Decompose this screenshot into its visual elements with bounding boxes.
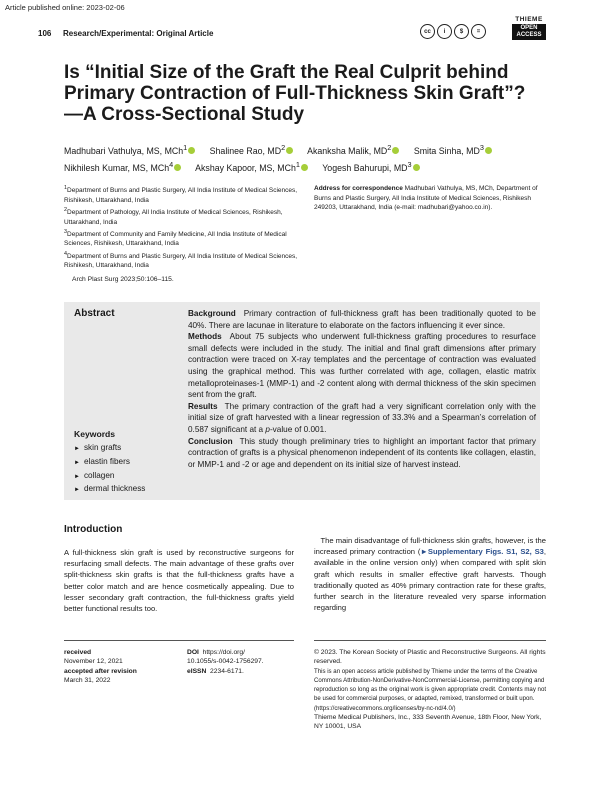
footer-divider-right [314, 640, 546, 641]
accepted-label: accepted after revision [64, 667, 137, 675]
introduction-heading: Introduction [64, 524, 123, 535]
keywords-heading: Keywords [74, 429, 116, 439]
author: Shalinee Rao, $MD^2$ [210, 146, 293, 156]
copyright: © 2023. The Korean Society of Plastic and Reconstructive Surgeons. All rights reserved. [314, 649, 546, 666]
correspondence-address [314, 184, 554, 213]
author: Akanksha Malik, $MD^2$ [307, 146, 399, 156]
methods-label: Methods [188, 332, 222, 342]
background-label: Background [188, 309, 236, 318]
conclusion-text: This study though preliminary tries to highlight an important factor that primary contraction of grafts is a physical phenomenon independent of its contents like collagen, elastin, or MMP-1 and -2 or age and dependent on its initial size of harvest instead. [188, 436, 536, 469]
results-text: The primary contraction of the graft had a very significant correlation only with the initial size of graft harvested with a linear regression of 33.3% and a Spearman’s correlation of 0.587 significant at a [188, 401, 536, 434]
footer-divider-left [64, 640, 294, 641]
keyword-item: ► collagen [74, 470, 115, 480]
affiliation: $^4$Department of Burns and Plastic Surgery, All India Institute of Medical Sciences, Rishikesh, Uttarakhand, India [64, 250, 298, 270]
publisher-address: Thieme Medical Publishers, Inc., 333 Seventh Avenue, 18th Floor, New York, NY 10001, USA [314, 714, 542, 731]
article-dates [64, 648, 184, 685]
background-text: Primary contraction of full-thickness graft has been traditionally quoted to be 40%. There are lacunae in literature to elaborate on the factors influencing it ever since. [188, 309, 536, 330]
abstract-text [188, 308, 536, 470]
open-access-line1: OPEN [520, 25, 538, 31]
publisher-name: THIEME [515, 16, 543, 23]
orcid-icon[interactable] [392, 147, 399, 154]
section-label: Research/Experimental: Original Article [63, 29, 214, 38]
introduction-column-left: A full-thickness skin graft is used by reconstructive surgeons for resurfacing small defects. The main advantage of these grafts over split-thickness skin grafts is that the full-thickness grafts have a better color match and are hence cosmetically appealing. Due to lesser secondary graft contraction, the full-thickness grafts yield better functional results too. [64, 548, 294, 614]
orcid-icon[interactable] [413, 164, 420, 171]
triangle-bullet-icon: ► [74, 487, 80, 494]
conclusion-label: Conclusion [188, 436, 233, 446]
introduction-column-right [314, 535, 546, 613]
by-icon: i [437, 24, 452, 39]
results-text-end: -value of 0.001. [269, 424, 327, 434]
p-symbol: p [265, 424, 270, 434]
keyword-item: ► dermal thickness [74, 484, 146, 494]
affiliations [64, 184, 302, 271]
results-label: Results [188, 401, 218, 411]
citation: Arch Plast Surg 2023;50:106–115. [72, 276, 174, 283]
orcid-icon[interactable] [286, 147, 293, 154]
keyword-item: ► skin grafts [74, 443, 122, 452]
keywords-list [74, 442, 145, 497]
open-access-badge [512, 24, 546, 40]
intro-text: The main disadvantage of full-thickness skin grafts, however, is the increased primary contraction ( [314, 536, 546, 557]
eissn-label: eISSN [187, 667, 207, 675]
supplementary-figs-link[interactable]: ►Supplementary Figs. S1, S2, S3 [420, 547, 544, 557]
license-icons [420, 24, 486, 39]
nd-icon: = [471, 24, 486, 39]
triangle-bullet-icon: ► [74, 459, 80, 466]
author: Akshay Kapoor, MS, MCh$^1$ [195, 163, 308, 173]
correspondence-label: Address for correspondence [314, 185, 403, 192]
triangle-bullet-icon: ► [74, 446, 80, 452]
cc-icon: cc [420, 24, 435, 39]
affiliation: $^1$Department of Burns and Plastic Surgery, All India Institute of Medical Sciences, Rishikesh, Uttarakhand, India [64, 185, 298, 204]
doi-block [187, 648, 297, 676]
orcid-icon[interactable] [174, 164, 181, 171]
affiliation: $^3$Department of Community and Family Medicine, All India Institute of Medical Sciences, Rishikesh, Uttarakhand, India [64, 228, 287, 248]
affiliation: $^2$Department of Pathology, All India Institute of Medical Sciences, Rishikesh, Uttarakhand, India [64, 206, 283, 226]
license-text: This is an open access article published by Thieme under the terms of the Creative Commons Attribution-NonDerivative-NonCommercial-License, permitting copying and reproduction so long as the original work is given appropriate credit. Contents may not be used for commercial purposes, or adapted, remixed, transformed or built upon. (https://creativecommons.org/licenses/by-nc-nd/4.0/) [314, 667, 547, 712]
author: Smita Sinha, $MD^3$ [414, 146, 492, 156]
accepted-date: March 31, 2022 [64, 676, 111, 684]
doi-label: DOI [187, 649, 199, 656]
orcid-icon[interactable] [485, 147, 492, 154]
author: Yogesh Bahurupi, $MD^3$ [322, 163, 419, 173]
published-date: Article published online: 2023-02-06 [5, 3, 125, 12]
author: Madhubari Vathulya, MS, MCh$^1$ [64, 146, 195, 156]
keyword-item: ► elastin fibers [74, 456, 130, 466]
article-title: Is “Initial Size of the Graft the Real Culprit behind Primary Contraction of Full-Thickness Skin Graft”?—A Cross-Sectional Study [64, 62, 526, 125]
correspondence-text: Madhubari Vathulya, MS, MCh, Department of Burns and Plastic Surgery, All India Institute of Medical Sciences, Rishikesh 249203, Uttarakhand, India (e-mail: madhubari@yahoo.co.in). [314, 185, 538, 212]
doi-link[interactable]: https://doi.org/ [202, 649, 245, 656]
author-list [64, 141, 544, 176]
author: Nikhilesh Kumar, MS, MCh$^4$ [64, 163, 181, 173]
page-number: 106 [38, 29, 52, 38]
abstract-heading: Abstract [74, 308, 115, 319]
orcid-icon[interactable] [188, 147, 195, 154]
publisher-logo [512, 16, 546, 40]
received-label: received [64, 649, 92, 656]
doi-id[interactable]: 10.1055/s-0042-1756297. [187, 658, 264, 666]
triangle-bullet-icon: ► [74, 473, 80, 480]
received-date: November 12, 2021 [64, 658, 123, 666]
nc-icon: $ [454, 24, 469, 39]
methods-text: About 75 subjects who underwent full-thickness grafting procedures to resurface small defects were included in the study. The initial and final graft dimensions after primary contraction were traced on X-ray templates and the percentage of contraction was evaluated using the graphical method. This was further correlated with age, collagen, elastic matrix metalloproteinases-1 (MMP-1) and -2 content along with dermal thickness of the skin specimen sent from the graft. [188, 332, 536, 400]
eissn-value: 2234-6171. [210, 667, 244, 675]
intro-text-cont: , available in the online version only) when compared with split skin graft which results in smaller effective graft harvests. Though traditionally quoted as 40% primary contraction rate for these grafts, further search in the literature revealed very sparse information regarding [314, 547, 546, 613]
orcid-icon[interactable] [301, 164, 308, 171]
open-access-line2: ACCESS [516, 32, 542, 38]
license-block [314, 648, 550, 732]
